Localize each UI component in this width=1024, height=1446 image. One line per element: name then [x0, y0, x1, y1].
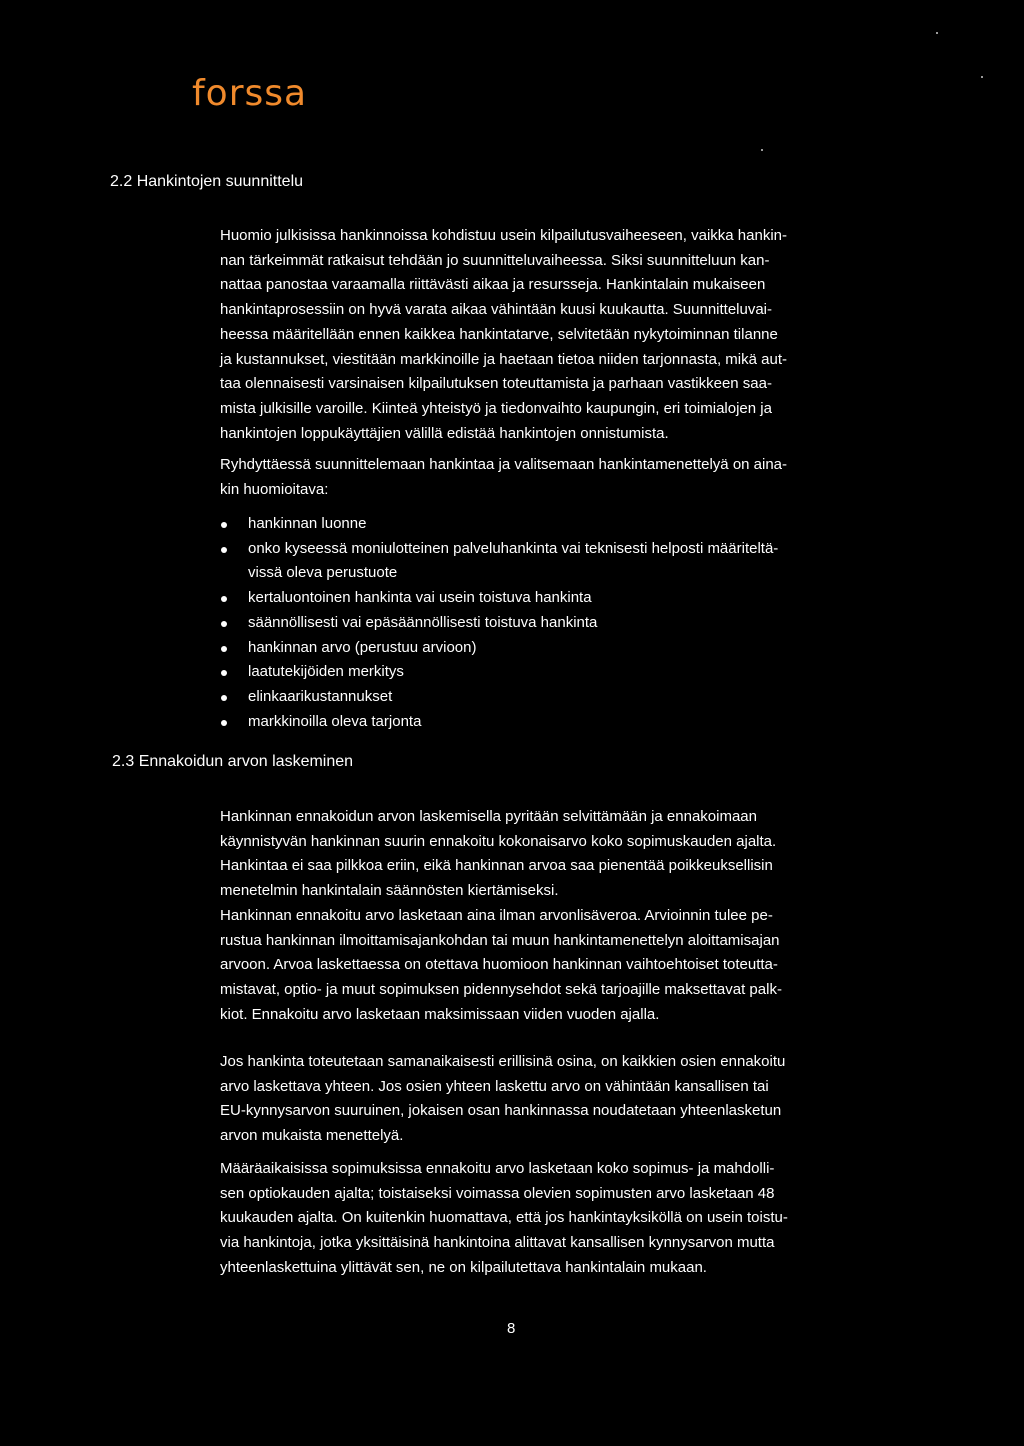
bullet-icon: [221, 670, 227, 676]
bullet-icon: [221, 596, 227, 602]
scan-speck: [761, 149, 763, 151]
list-item-text: markkinoilla oleva tarjonta: [248, 712, 422, 730]
list-item-text: elinkaarikustannukset: [248, 687, 393, 705]
list-item-text: hankinnan arvo (perustuu arvioon): [248, 638, 477, 656]
bullet-icon: [221, 695, 227, 701]
section-2-3-paragraph-3: [220, 1050, 900, 1149]
paragraph-text: Ryhdyttäessä suunnittelemaan hankintaa ja valitsemaan hankintamenettelyä on aina- kin huomioitava:: [220, 456, 788, 498]
list-item: [220, 537, 900, 586]
section-heading-2-3: 2.3 Ennakoidun arvon laskeminen: [112, 753, 354, 770]
bullet-icon: [221, 547, 227, 553]
list-item: [220, 611, 900, 636]
scan-speck: [981, 76, 983, 78]
bullet-icon: [221, 621, 227, 627]
list-item-text: säännöllisesti vai epäsäännöllisesti toistuva hankinta: [248, 613, 598, 631]
list-item-text: onko kyseessä moniulotteinen palveluhankinta vai teknisesti helposti määriteltä- vissä oleva perustuote: [248, 539, 779, 582]
bullet-icon: [221, 720, 227, 726]
list-item: [220, 586, 900, 611]
scan-speck: [936, 32, 938, 34]
bullet-icon: [221, 646, 227, 652]
section-heading-2-2: 2.2 Hankintojen suunnittelu: [110, 173, 304, 190]
list-item-text: laatutekijöiden merkitys: [248, 663, 404, 681]
list-item: [220, 636, 900, 661]
paragraph-text: Huomio julkisissa hankinnoissa kohdistuu usein kilpailutusvaiheeseen, vaikka hankin- nan tärkeimmät ratkaisut tehdään jo suunnitteluvaiheessa. Siksi suunnitteluun kan- nattaa panostaa varaamalla riittävästi aikaa ja resursseja. Hankintalain mukaiseen hankintaprosessiin on hyvä varata aikaa vähintään kuusi kuukautta. Suunnitteluvai- heessa määritellään ennen kaikkea hankintatarve, selvitetään nykytoiminnan tilanne ja kustannukset, viestitään markkinoille ja haetaan tietoa niiden tarjonnasta, mikä aut- taa olennaisesti varsinaisen kilpailutuksen toteuttamista ja parhaan vastikkeen saa- mista julkisille varoille. Kiinteä yhteistyö ja tiedonvaihto kaupungin, eri toimialojen ja hankintojen loppukäyttäjien välillä edistää hankintojen onnistumista.: [220, 227, 787, 442]
paragraph-text: Jos hankinta toteutetaan samanaikaisesti erillisinä osina, on kaikkien osien ennakoitu arvo laskettava yhteen. Jos osien yhteen laskettu arvo on vähintään kansallisen tai EU-kynnysarvon suuruinen, jokaisen osan hankinnassa noudatetaan yhteenlasketun arvon mukaista menettelyä.: [220, 1053, 786, 1145]
paragraph-text: Määräaikaisissa sopimuksissa ennakoitu arvo lasketaan koko sopimus- ja mahdolli- sen optiokauden ajalta; toistaiseksi voimassa olevien sopimusten arvo lasketaan 48 kuukauden ajalta. On kuitenkin huomattava, että jos hankintayksiköllä on usein toistu- via hankintoja, jotka yksittäisinä hankintoina alittavat kansallisen kynnysarvon mutta yhteenlaskettuina ylittävät sen, ne on kilpailutettava hankintalain mukaan.: [220, 1160, 788, 1276]
section-2-2-paragraph-1: [220, 224, 900, 446]
section-2-3-paragraph-1: [220, 805, 900, 904]
bullet-icon: [221, 522, 227, 528]
list-item-text: hankinnan luonne: [248, 515, 367, 532]
paragraph-text: Hankinnan ennakoidun arvon laskemisella pyritään selvittämään ja ennakoimaan käynnistyvän hankinnan suurin ennakoitu kokonaisarvo koko sopimuskauden ajalta. Hankintaa ei saa pilkkoa eriin, eikä hankinnan arvoa saa pienentää poikkeuksellisin menetelmin hankintalain säännösten kiertämiseksi.: [220, 808, 777, 900]
considerations-list: [220, 512, 900, 734]
paragraph-text: Hankinnan ennakoitu arvo lasketaan aina ilman arvonlisäveroa. Arvioinnin tulee pe- rustua hankinnan ilmoittamisajankohdan tai muun hankintamenettelyn aloittamisajan arvoon. Arvoa laskettaessa on otettava huomioon hankinnan vaihtoehtoiset toteutta- mistavat, optio- ja muut sopimuksen pidennysehdot sekä tarjoajille maksettavat palk- kiot. Ennakoitu arvo lasketaan maksimissaan viiden vuoden ajalla.: [220, 907, 782, 1023]
section-2-3-paragraph-2: [220, 904, 900, 1028]
list-item: [220, 685, 900, 710]
section-2-2-paragraph-2: [220, 453, 900, 502]
forssa-logo: forssa: [192, 73, 308, 114]
list-item: [220, 512, 900, 537]
list-item: [220, 660, 900, 685]
list-item: [220, 710, 900, 735]
list-item-text: kertaluontoinen hankinta vai usein toistuva hankinta: [248, 589, 592, 607]
page-number: 8: [507, 1320, 516, 1337]
section-2-3-paragraph-4: [220, 1157, 900, 1281]
